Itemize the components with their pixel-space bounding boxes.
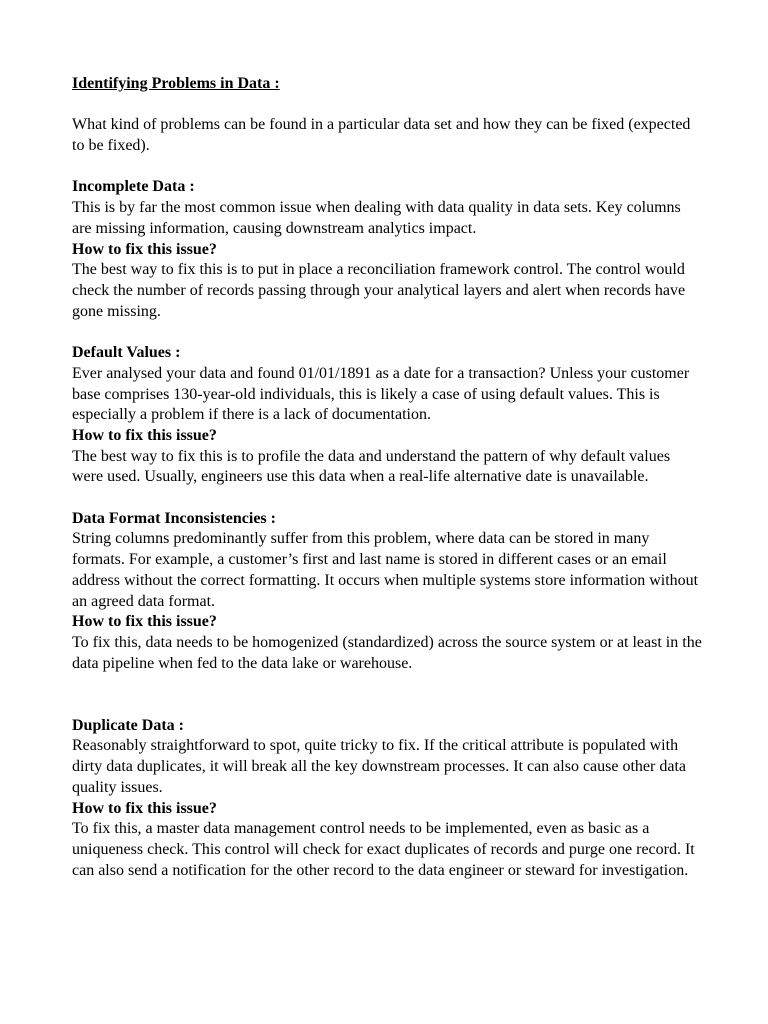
section-data-format-inconsistencies: [72, 509, 702, 675]
fix-heading: How to fix this issue?: [72, 426, 217, 444]
section-default-values: [72, 343, 702, 488]
section-description: This is by far the most common issue when dealing with data quality in data sets. Key columns are missing information, causing downstream analytics impact.: [72, 199, 681, 237]
document-title: Identifying Problems in Data :: [72, 75, 280, 92]
document-page: [72, 74, 702, 881]
section-incomplete-data: [72, 177, 702, 322]
spacer: [72, 157, 702, 178]
fix-text: To fix this, data needs to be homogenized (standardized) across the source system or at least in the data pipeline when fed to the data lake or warehouse.: [72, 633, 702, 672]
spacer: [72, 322, 702, 343]
intro-paragraph: What kind of problems can be found in a particular data set and how they can be fixed (expected to be fixed).: [72, 116, 691, 155]
section-heading: Data Format Inconsistencies :: [72, 509, 276, 527]
spacer: [72, 488, 702, 509]
section-duplicate-data: [72, 716, 702, 882]
section-description: String columns predominantly suffer from this problem, where data can be stored in many formats. For example, a customer’s first and last name is stored in different cases or an email address without the correct formatting. It occurs when multiple systems store information without an agreed data format.: [72, 530, 699, 610]
section-heading: Default Values :: [72, 344, 181, 362]
fix-heading: How to fix this issue?: [72, 799, 217, 817]
section-heading: Duplicate Data :: [72, 716, 184, 734]
spacer: [72, 674, 702, 715]
fix-text: To fix this, a master data management control needs to be implemented, even as basic as a uniqueness check. This control will check for exact duplicates of records and purge one record. It can also send a notification for the other record to the data engineer or steward for investigation.: [72, 820, 695, 879]
section-description: Ever analysed your data and found 01/01/1891 as a date for a transaction? Unless your customer base comprises 130-year-old individuals, this is likely a case of using default values. This is especially a problem if there is a lack of documentation.: [72, 364, 690, 424]
fix-text: The best way to fix this is to put in place a reconciliation framework control. The control would check the number of records passing through your analytical layers and alert when records have gone missing.: [72, 261, 686, 320]
fix-heading: How to fix this issue?: [72, 240, 217, 258]
fix-text: The best way to fix this is to profile the data and understand the pattern of why default values were used. Usually, engineers use this data when a real-life alternative date is unavailable.: [72, 447, 671, 486]
spacer: [72, 95, 702, 116]
section-heading: Incomplete Data :: [72, 178, 195, 196]
fix-heading: How to fix this issue?: [72, 613, 217, 631]
section-description: Reasonably straightforward to spot, quite tricky to fix. If the critical attribute is populated with dirty data duplicates, it will break all the key downstream processes. It can also cause other data quality issues.: [72, 737, 687, 796]
